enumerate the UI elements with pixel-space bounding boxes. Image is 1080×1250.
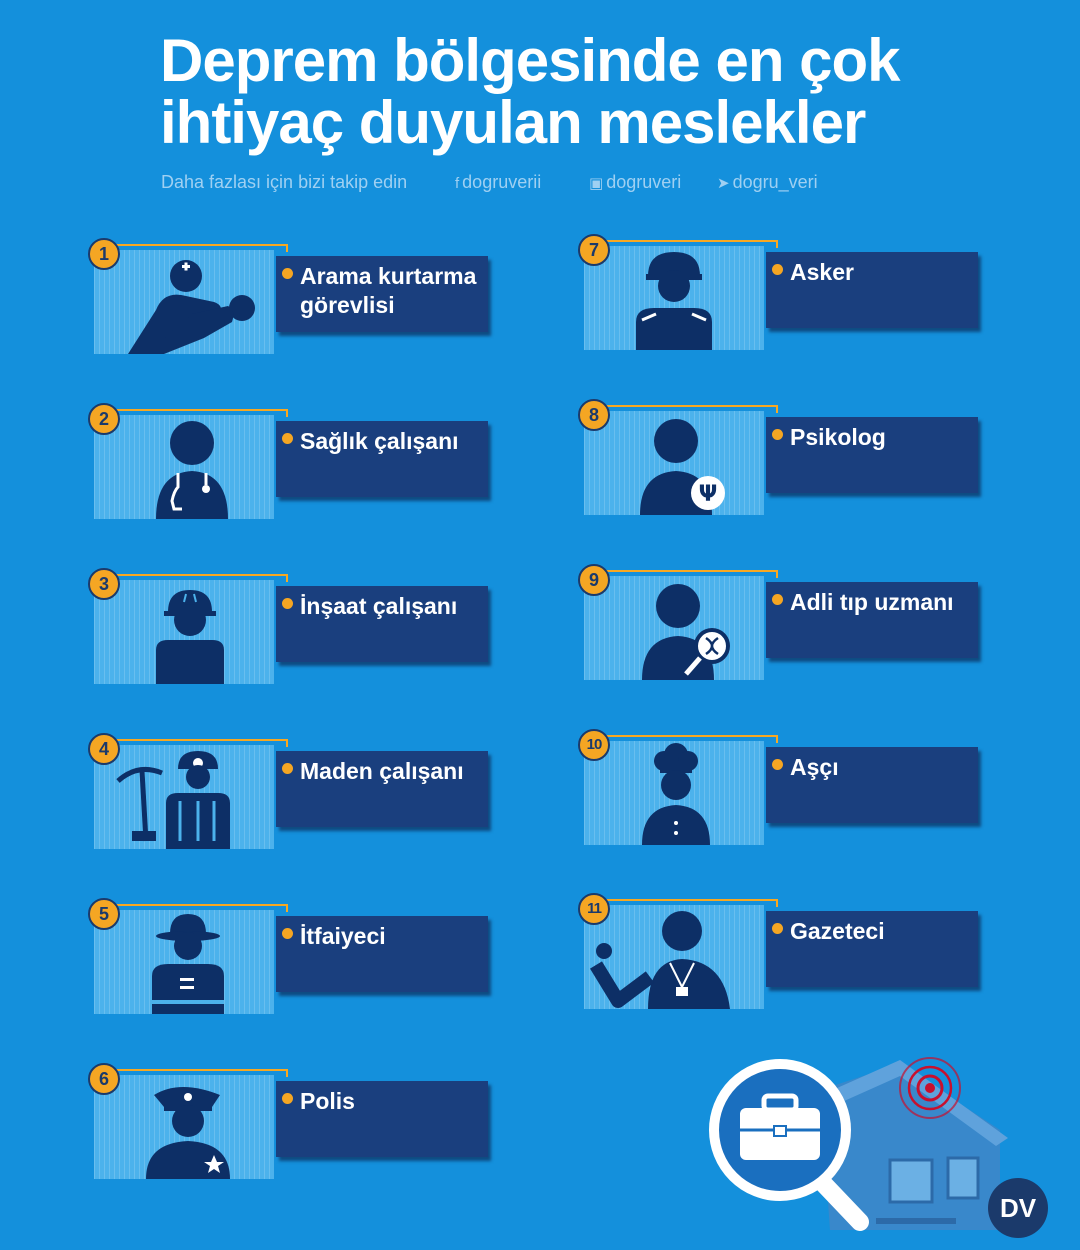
firefighter-icon <box>94 910 274 1014</box>
construction-worker-icon <box>94 580 274 684</box>
facebook-icon: f <box>455 175 460 192</box>
item-number: 2 <box>88 403 120 435</box>
title-line-2: ihtiyaç duyulan meslekler <box>160 89 866 156</box>
profession-label-box <box>766 747 978 823</box>
profession-item-11 <box>584 899 984 1014</box>
journalist-icon <box>584 905 764 1009</box>
facebook-link[interactable] <box>455 172 541 193</box>
item-number: 11 <box>578 893 610 925</box>
bullet-dot <box>772 759 783 770</box>
instagram-icon: ▣ <box>589 175 604 192</box>
police-icon <box>94 1075 274 1179</box>
doctor-icon <box>94 415 274 519</box>
cook-icon <box>584 741 764 845</box>
profession-label: Polis <box>300 1088 355 1114</box>
rescuer-icon <box>94 250 274 354</box>
profession-label: Asker <box>790 259 854 285</box>
profession-item-8 <box>584 405 984 520</box>
profession-item-9 <box>584 570 984 685</box>
instagram-handle: dogruveri <box>606 172 682 192</box>
follow-text: Daha fazlası için bizi takip edin <box>161 172 408 192</box>
item-number: 5 <box>88 898 120 930</box>
profession-label: Maden çalışanı <box>300 758 464 784</box>
profession-item-4 <box>94 739 494 854</box>
item-number: 7 <box>578 234 610 266</box>
profession-label-box <box>276 256 488 332</box>
bullet-dot <box>282 1093 293 1104</box>
bullet-dot <box>282 598 293 609</box>
bullet-dot <box>282 433 293 444</box>
profession-label: İtfaiyeci <box>300 923 386 949</box>
bullet-dot <box>282 763 293 774</box>
item-number: 1 <box>88 238 120 270</box>
bullet-dot <box>282 268 293 279</box>
profession-item-6 <box>94 1069 494 1184</box>
follow-bar <box>161 172 818 193</box>
soldier-icon <box>584 246 764 350</box>
twitter-handle: dogru_veri <box>732 172 818 192</box>
profession-label: Psikolog <box>790 424 886 450</box>
profession-label-box <box>276 916 488 992</box>
bullet-dot <box>772 923 783 934</box>
profession-item-1 <box>94 244 494 359</box>
miner-icon <box>94 745 274 849</box>
dogruveri-logo: DV <box>988 1178 1048 1238</box>
instagram-link[interactable] <box>589 172 681 193</box>
profession-item-10 <box>584 735 984 850</box>
profession-item-3 <box>94 574 494 689</box>
profession-label: Gazeteci <box>790 918 885 944</box>
item-number: 6 <box>88 1063 120 1095</box>
profession-label-box <box>276 751 488 827</box>
facebook-handle: dogruverii <box>462 172 542 192</box>
psychologist-icon <box>584 411 764 515</box>
profession-label-box <box>766 417 978 493</box>
profession-item-7 <box>584 240 984 355</box>
twitter-link[interactable] <box>717 172 818 193</box>
bullet-dot <box>772 429 783 440</box>
page-title <box>160 27 1040 156</box>
item-number: 10 <box>578 729 610 761</box>
profession-label: Arama kurtarma görevlisi <box>300 263 477 318</box>
seismic-target-icon <box>900 1058 960 1118</box>
bullet-dot <box>282 928 293 939</box>
profession-item-2 <box>94 409 494 524</box>
item-number: 3 <box>88 568 120 600</box>
profession-label-box <box>766 252 978 328</box>
profession-label-box <box>766 582 978 658</box>
profession-item-5 <box>94 904 494 1019</box>
bullet-dot <box>772 594 783 605</box>
bullet-dot <box>772 264 783 275</box>
profession-label: Adli tıp uzmanı <box>790 589 954 615</box>
item-number: 8 <box>578 399 610 431</box>
svg-text:Ψ: Ψ <box>698 482 718 507</box>
profession-label-box <box>276 1081 488 1157</box>
magnifier-house-illustration <box>700 1050 1020 1240</box>
profession-label-box <box>276 586 488 662</box>
profession-label: Aşçı <box>790 754 839 780</box>
profession-label: Sağlık çalışanı <box>300 428 459 454</box>
profession-label: İnşaat çalışanı <box>300 593 458 619</box>
forensic-expert-icon <box>584 576 764 680</box>
profession-label-box <box>766 911 978 987</box>
twitter-icon: ➤ <box>717 175 730 192</box>
item-number: 9 <box>578 564 610 596</box>
item-number: 4 <box>88 733 120 765</box>
profession-label-box <box>276 421 488 497</box>
title-line-1: Deprem bölgesinde en çok <box>160 27 900 94</box>
